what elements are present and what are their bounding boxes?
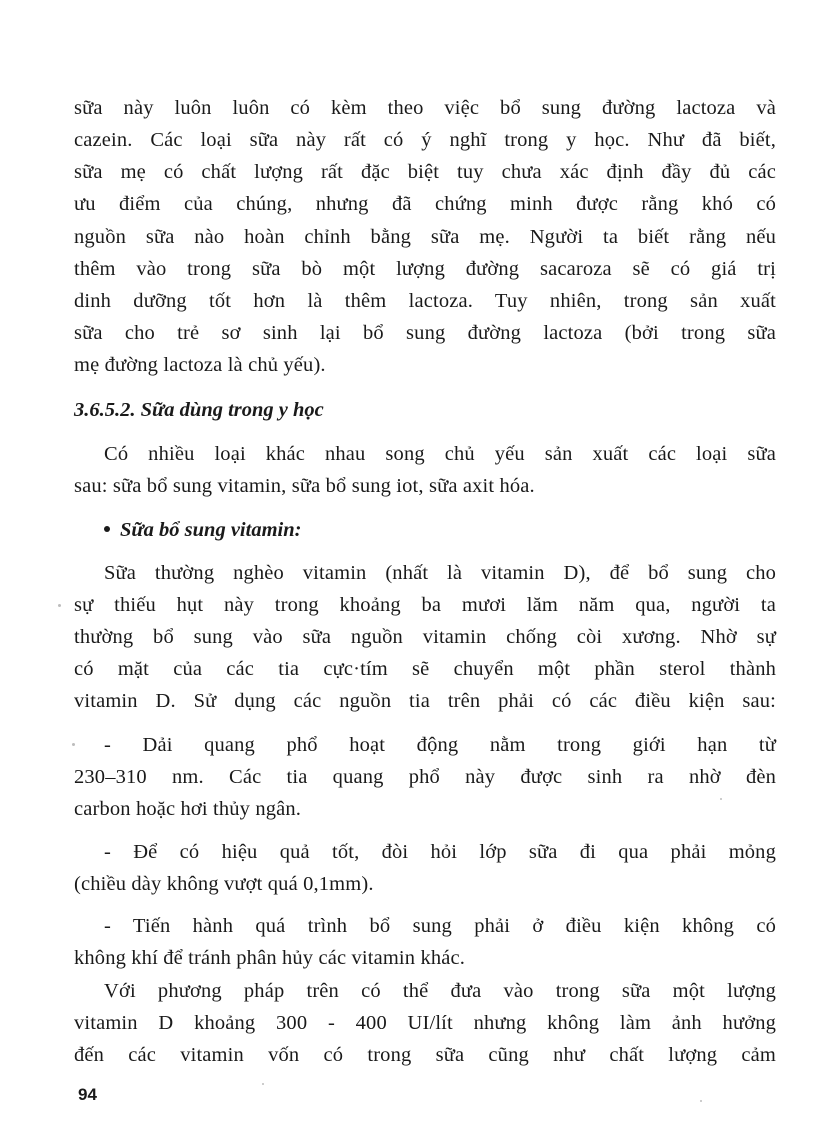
text-line: - Để có hiệu quả tốt, đòi hỏi lớp sữa đi qua phải mỏng	[104, 841, 776, 863]
text-line: sự thiếu hụt này trong khoảng ba mươi lăm năm qua, người ta	[74, 594, 776, 616]
text-line: vitamin D khoảng 300 - 400 UI/lít nhưng không làm ảnh hưởng	[74, 1012, 776, 1034]
text-line: Với phương pháp trên có thể đưa vào trong sữa một lượng	[104, 980, 776, 1002]
text-line: mẹ đường lactoza là chủ yếu).	[74, 354, 326, 376]
text-line: 230–310 nm. Các tia quang phổ này được sinh ra nhờ đèn	[74, 766, 776, 788]
text-line: thường bổ sung vào sữa nguồn vitamin chống còi xương. Nhờ sự	[74, 626, 776, 648]
text-line: ưu điểm của chúng, nhưng đã chứng minh được rằng khó có	[74, 193, 776, 215]
page-number: 94	[78, 1085, 97, 1104]
text-line: Có nhiều loại khác nhau song chủ yếu sản xuất các loại sữa	[104, 443, 776, 465]
scan-speck	[720, 798, 722, 800]
text-line: - Dải quang phổ hoạt động nằm trong giới hạn từ	[104, 734, 776, 756]
text-line: thêm vào trong sữa bò một lượng đường sacaroza sẽ có giá trị	[74, 258, 776, 280]
section-heading: 3.6.5.2. Sữa dùng trong y học	[74, 399, 324, 421]
text-line: đến các vitamin vốn có trong sữa cũng như chất lượng cảm	[74, 1044, 776, 1066]
text-line: sữa này luôn luôn có kèm theo việc bổ sung đường lactoza và	[74, 97, 776, 119]
text-line: sữa mẹ có chất lượng rất đặc biệt tuy chưa xác định đầy đủ các	[74, 161, 776, 183]
scan-speck	[58, 604, 61, 607]
text-line: (chiều dày không vượt quá 0,1mm).	[74, 873, 374, 895]
scan-speck	[700, 1100, 702, 1102]
text-line: dinh dưỡng tốt hơn là thêm lactoza. Tuy nhiên, trong sản xuất	[74, 290, 776, 312]
text-line: sữa cho trẻ sơ sinh lại bổ sung đường lactoza (bởi trong sữa	[74, 322, 776, 344]
text-line: cazein. Các loại sữa này rất có ý nghĩ trong y học. Như đã biết,	[74, 129, 776, 151]
text-line: Sữa thường nghèo vitamin (nhất là vitamin D), để bổ sung cho	[104, 562, 776, 584]
text-line: sau: sữa bổ sung vitamin, sữa bổ sung iot, sữa axit hóa.	[74, 475, 535, 497]
text-line: nguồn sữa nào hoàn chỉnh bằng sữa mẹ. Người ta biết rằng nếu	[74, 226, 776, 248]
text-line: - Tiến hành quá trình bổ sung phải ở điều kiện không có	[104, 915, 776, 937]
text-line: không khí để tránh phân hủy các vitamin khác.	[74, 947, 466, 969]
bullet-icon	[104, 526, 110, 532]
text-line: có mặt của các tia cực·tím sẽ chuyển một phần sterol thành	[74, 658, 776, 680]
scan-speck	[262, 1083, 264, 1085]
text-line: carbon hoặc hơi thủy ngân.	[74, 798, 302, 820]
bullet-heading	[104, 515, 301, 545]
scan-speck	[72, 743, 75, 746]
text-line: vitamin D. Sử dụng các nguồn tia trên phải có các điều kiện sau:	[74, 690, 776, 712]
bullet-heading-text: Sữa bổ sung vitamin:	[120, 519, 302, 541]
